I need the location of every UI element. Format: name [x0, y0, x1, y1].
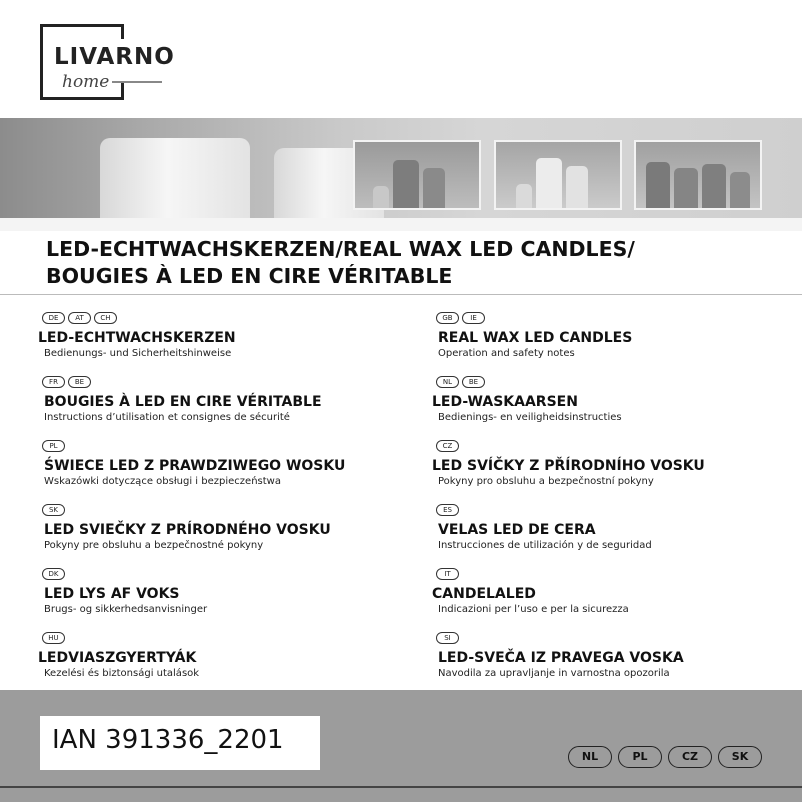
country-badge: CZ: [436, 440, 459, 452]
language-entry: [432, 504, 802, 568]
language-entry: [38, 632, 428, 696]
country-badge: FR: [42, 376, 65, 388]
footer-country-badge: PL: [618, 746, 662, 768]
entry-subtitle: Kezelési és biztonsági utalások: [44, 668, 200, 679]
thumbnail-white-candles: [494, 140, 622, 210]
language-column-right: [432, 312, 802, 696]
language-entry: [432, 312, 802, 376]
title-line-1: LED-ECHTWACHSKERZEN/REAL WAX LED CANDLES/: [46, 237, 635, 261]
footer-country-badge: SK: [718, 746, 762, 768]
language-entry: [38, 568, 428, 632]
entry-subtitle: Indicazioni per l’uso e per la sicurezza: [438, 604, 629, 615]
banner-strip: [0, 218, 802, 231]
country-badge: GB: [436, 312, 459, 324]
language-entry: [432, 440, 802, 504]
country-badge: IT: [436, 568, 459, 580]
country-badges: [436, 632, 802, 646]
thumbnail-grey-candles: [634, 140, 762, 210]
language-column-left: [38, 312, 428, 696]
country-badge: BE: [68, 376, 91, 388]
country-badge: IE: [462, 312, 485, 324]
entry-subtitle: Instrucciones de utilización y de seguridad: [438, 540, 652, 551]
country-badges: [436, 440, 802, 454]
title-line-2: BOUGIES À LED EN CIRE VÉRITABLE: [46, 264, 453, 288]
language-entry: [38, 504, 428, 568]
country-badge: BE: [462, 376, 485, 388]
language-entry: [38, 312, 428, 376]
country-badges: [42, 440, 428, 454]
entry-subtitle: Navodila za upravljanje in varnostna opozorila: [438, 668, 670, 679]
entry-title: BOUGIES À LED EN CIRE VÉRITABLE: [44, 394, 322, 410]
footer-country-badge: NL: [568, 746, 612, 768]
entry-title: LED SVIEČKY Z PRÍRODNÉHO VOSKU: [44, 522, 331, 538]
country-badges: [436, 312, 802, 326]
title-divider: [0, 294, 802, 295]
document-title: [46, 236, 635, 290]
thumbnail-red-candles: [353, 140, 481, 210]
country-badge: PL: [42, 440, 65, 452]
logo-underline: [112, 81, 162, 83]
country-badges: [436, 504, 802, 518]
country-badges: [42, 568, 428, 582]
entry-title: LED SVÍČKY Z PŘÍRODNÍHO VOSKU: [432, 458, 705, 474]
entry-subtitle: Instructions d’utilisation et consignes de sécurité: [44, 412, 290, 423]
country-badges: [436, 376, 802, 390]
language-entry: [432, 632, 802, 696]
country-badge: NL: [436, 376, 459, 388]
country-badge: SK: [42, 504, 65, 516]
entry-subtitle: Operation and safety notes: [438, 348, 575, 359]
country-badges: [42, 376, 428, 390]
entry-subtitle: Bedienings- en veiligheidsinstructies: [438, 412, 622, 423]
country-badge: CH: [94, 312, 117, 324]
brand-name: LIVARNO: [54, 44, 179, 70]
brand-logo: [40, 24, 190, 102]
country-badge: HU: [42, 632, 65, 644]
country-badge: DE: [42, 312, 65, 324]
country-badge: ES: [436, 504, 459, 516]
brand-sub: home: [62, 72, 110, 92]
country-badges: [42, 312, 428, 326]
country-badges: [436, 568, 802, 582]
language-entry: [38, 376, 428, 440]
product-banner: [0, 118, 802, 231]
language-entry: [38, 440, 428, 504]
entry-subtitle: Pokyny pro obsluhu a bezpečnostní pokyny: [438, 476, 654, 487]
language-entry: [432, 568, 802, 632]
entry-title: VELAS LED DE CERA: [438, 522, 596, 538]
entry-title: LEDVIASZGYERTYÁK: [38, 650, 197, 666]
entry-subtitle: Wskazówki dotyczące obsługi i bezpieczeństwa: [44, 476, 281, 487]
country-badge: AT: [68, 312, 91, 324]
footer-country-badges: [568, 746, 762, 768]
entry-subtitle: Brugs- og sikkerhedsanvisninger: [44, 604, 208, 615]
entry-title: LED-ECHTWACHSKERZEN: [38, 330, 236, 346]
entry-title: LED-WASKAARSEN: [432, 394, 578, 410]
entry-title: LED-SVEČA IZ PRAVEGA VOSKA: [438, 650, 684, 666]
footer-country-badge: CZ: [668, 746, 712, 768]
country-badges: [42, 504, 428, 518]
country-badge: DK: [42, 568, 65, 580]
entry-title: CANDELALED: [432, 586, 536, 602]
entry-title: ŚWIECE LED Z PRAWDZIWEGO WOSKU: [44, 458, 346, 474]
language-entry: [432, 376, 802, 440]
country-badges: [42, 632, 428, 646]
ian-number: IAN 391336_2201: [52, 725, 284, 755]
footer-bottom-rule: [0, 786, 802, 788]
country-badge: SI: [436, 632, 459, 644]
entry-subtitle: Bedienungs- und Sicherheitshinweise: [44, 348, 232, 359]
entry-subtitle: Pokyny pre obsluhu a bezpečnostné pokyny: [44, 540, 264, 551]
entry-title: LED LYS AF VOKS: [44, 586, 180, 602]
entry-title: REAL WAX LED CANDLES: [438, 330, 633, 346]
ian-box: [40, 716, 320, 770]
